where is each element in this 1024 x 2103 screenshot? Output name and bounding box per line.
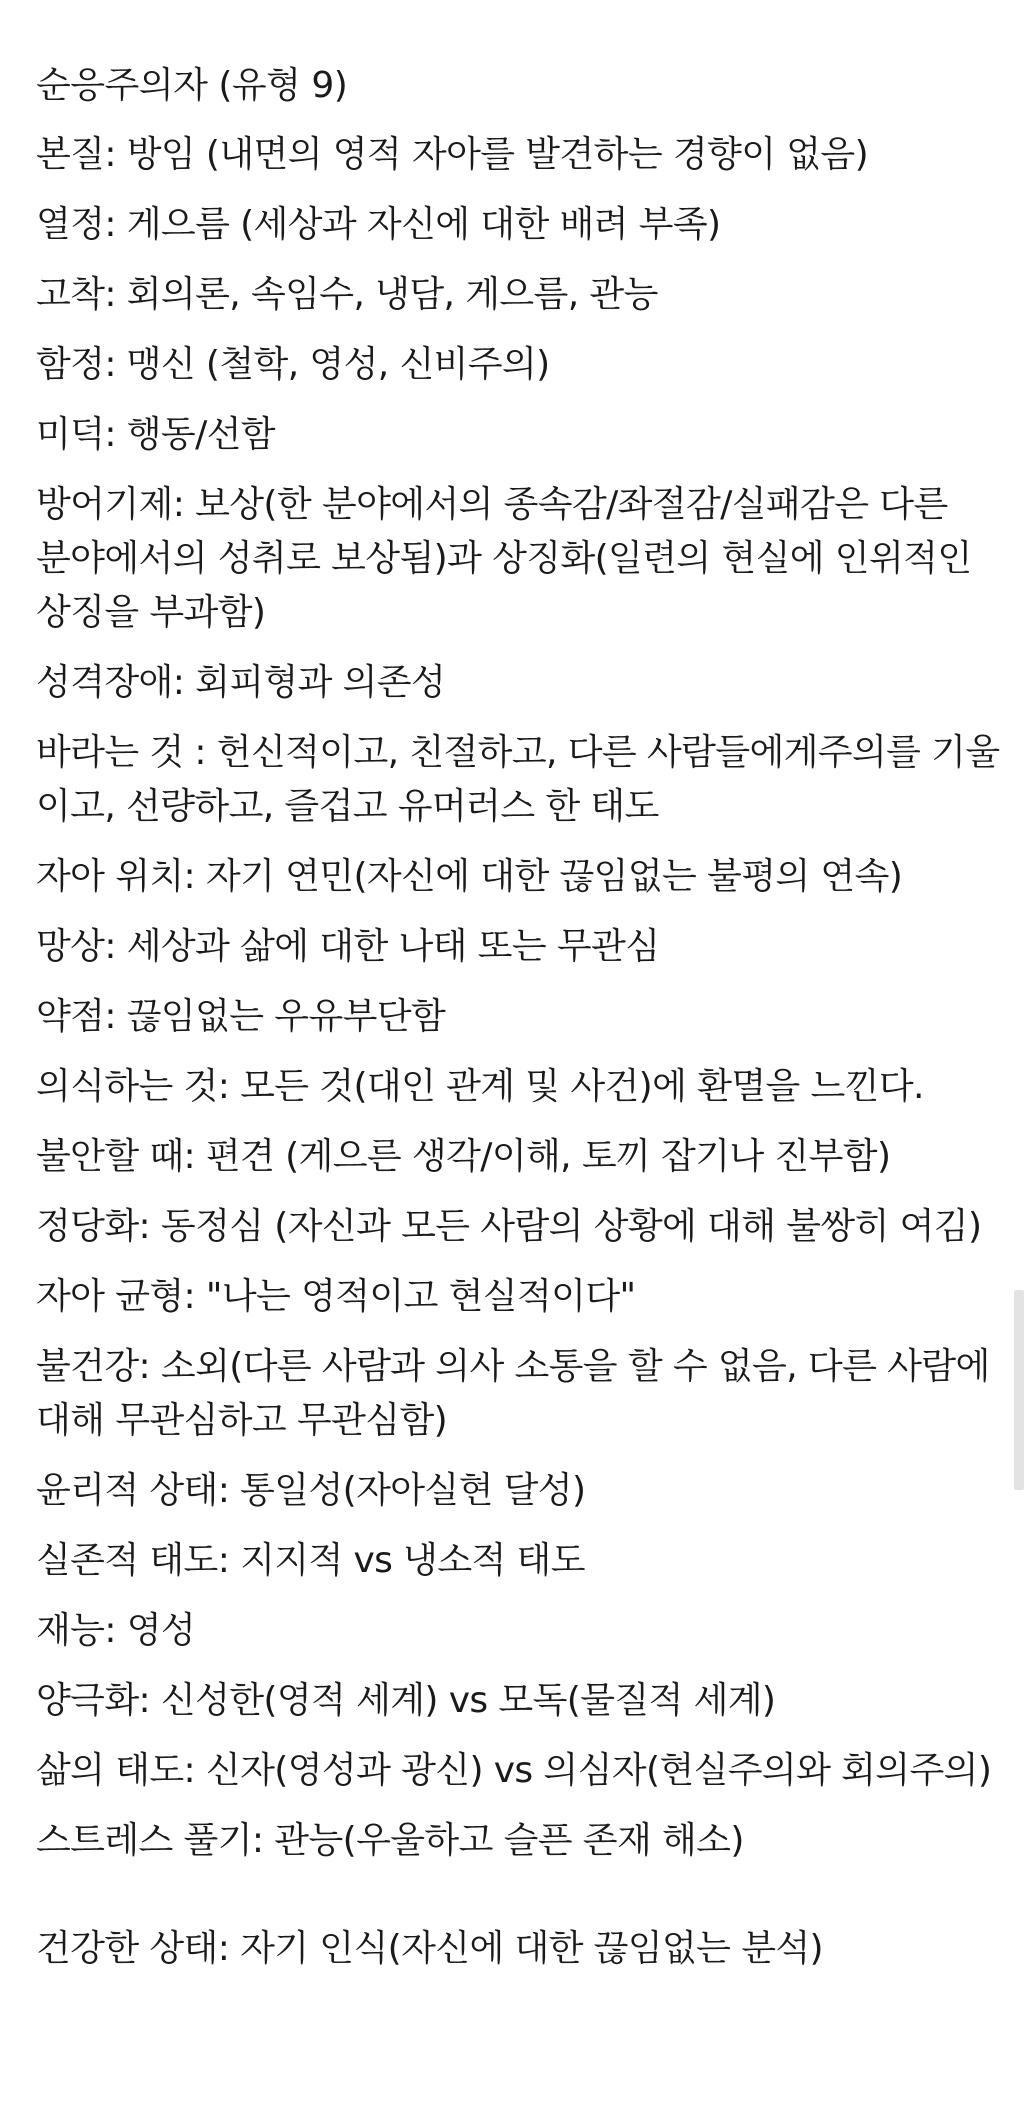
entry-item (36, 128, 996, 182)
entry-line: 자아 위치: 자기 연민(자신에 대한 끊임없는 불평의 연속) (36, 856, 903, 897)
entry-item (36, 1130, 996, 1184)
entry-item (36, 1270, 996, 1324)
entry-item (36, 198, 996, 252)
entry-line: 양극화: 신성한(영적 세계) vs 모독(물질적 세계) (36, 1680, 776, 1721)
entry-line: 불건강: 소외(다른 사람과 의사 소통을 할 수 없음, 다른 사람에 (36, 1346, 990, 1387)
entry-line: 고착: 회의론, 속임수, 냉담, 게으름, 관능 (36, 274, 658, 315)
entry-item (36, 1534, 996, 1588)
entry-item (36, 656, 996, 710)
entry-item (36, 1060, 996, 1114)
entry-line: 자아 균형: "나는 영적이고 현실적이다" (36, 1276, 636, 1317)
entry-item (36, 920, 996, 974)
entry-line: 삶의 태도: 신자(영성과 광신) vs 의심자(현실주의와 회의주의) (36, 1750, 992, 1791)
entry-line: 정당화: 동정심 (자신과 모든 사람의 상황에 대해 불쌍히 여김) (36, 1206, 982, 1247)
entry-line: 성격장애: 회피형과 의존성 (36, 662, 446, 703)
entry-item (36, 478, 996, 640)
entry-line: 바라는 것 : 헌신적이고, 친절하고, 다른 사람들에게주의를 기울 (36, 732, 1000, 773)
entry-item (36, 408, 996, 462)
entry-line: 분야에서의 성취로 보상됨)과 상징화(일련의 현실에 인위적인 (36, 538, 972, 579)
entry-item (36, 338, 996, 392)
entry-item (36, 1200, 996, 1254)
entry-item (36, 1814, 996, 1868)
entry-line: 열정: 게으름 (세상과 자신에 대한 배려 부족) (36, 204, 721, 245)
entry-item (36, 1604, 996, 1658)
entry-line: 스트레스 풀기: 관능(우울하고 슬픈 존재 해소) (36, 1820, 744, 1861)
entry-line: 함정: 맹신 (철학, 영성, 신비주의) (36, 344, 550, 385)
entry-line: 약점: 끊임없는 우유부단함 (36, 996, 446, 1037)
entry-item (36, 990, 996, 1044)
entry-item (36, 1674, 996, 1728)
scrollbar-thumb[interactable] (1014, 1290, 1024, 1490)
entry-item (36, 1744, 996, 1798)
entry-line: 실존적 태도: 지지적 vs 냉소적 태도 (36, 1540, 585, 1581)
entry-item (36, 850, 996, 904)
entry-line: 미덕: 행동/선함 (36, 414, 275, 455)
entry-line: 재능: 영성 (36, 1610, 196, 1651)
document-title: 순응주의자 (유형 9) (36, 65, 348, 106)
entry-line: 윤리적 상태: 통일성(자아실현 달성) (36, 1470, 586, 1511)
entry-item (36, 1464, 996, 1518)
entry-line: 본질: 방임 (내면의 영적 자아를 발견하는 경향이 없음) (36, 134, 869, 175)
entry-line: 건강한 상태: 자기 인식(자신에 대한 끊임없는 분석) (36, 1928, 823, 1969)
document-body (36, 58, 1000, 1992)
entry-item (36, 726, 1000, 834)
entry-line: 상징을 부과함) (36, 592, 266, 633)
entry-line: 불안할 때: 편견 (게으른 생각/이해, 토끼 잡기나 진부함) (36, 1136, 891, 1177)
entry-item (36, 1922, 996, 1976)
entry-line: 이고, 선량하고, 즐겁고 유머러스 한 태도 (36, 786, 659, 827)
entry-list (36, 128, 1000, 1976)
entry-line: 의식하는 것: 모든 것(대인 관계 및 사건)에 환멸을 느낀다. (36, 1066, 924, 1107)
entry-line: 방어기제: 보상(한 분야에서의 종속감/좌절감/실패감은 다른 (36, 484, 948, 525)
entry-item (36, 1340, 996, 1448)
entry-line: 대해 무관심하고 무관심함) (36, 1400, 448, 1441)
entry-item (36, 268, 996, 322)
entry-line: 망상: 세상과 삶에 대한 나태 또는 무관심 (36, 926, 660, 967)
